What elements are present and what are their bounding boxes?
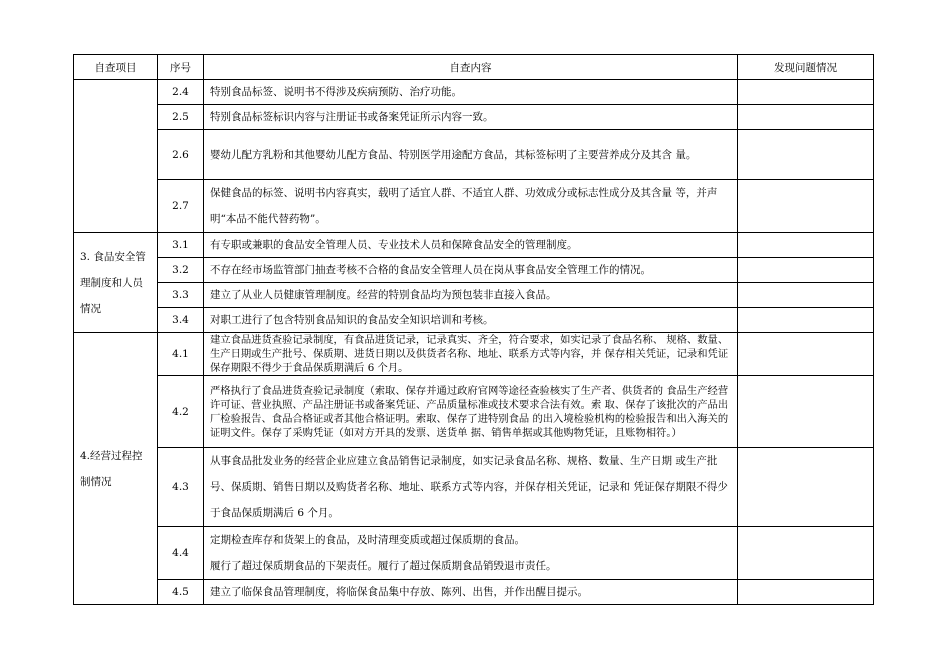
self-inspection-table: [73, 54, 874, 605]
content-cell: [204, 308, 738, 333]
header-seq: 序号: [158, 55, 204, 80]
content-cell: [204, 333, 738, 376]
content-cell: [204, 376, 738, 448]
category-cell: 3. 食品安全管理制度和人员情况: [74, 233, 158, 333]
content-text: 建立了从业人员健康管理制度。经营的特别食品均为预包装非直接入食品。: [210, 289, 557, 301]
seq-cell: 3.3: [158, 283, 204, 308]
content-text: 特别食品标签标识内容与注册证书或备案凭证所示内容一致。: [210, 111, 494, 123]
content-text: 有专职或兼职的食品安全管理人员、专业技术人员和保障食品安全的管理制度。: [210, 239, 578, 251]
seq-cell: 2.4: [158, 80, 204, 105]
content-text: 保健食品的标签、说明书内容真实，载明了适宜人群、不适宜人群、功效成分或标志性成分及其含量 等，并声明“本品不能代替药物”。: [210, 187, 718, 225]
table-body: [74, 80, 874, 605]
issue-cell[interactable]: [738, 580, 874, 605]
seq-cell: 4.5: [158, 580, 204, 605]
issue-cell[interactable]: [738, 333, 874, 376]
category-cell: 4.经营过程控制情况: [74, 333, 158, 605]
content-text: 履行了超过保质期食品的下架责任。履行了超过保质期食品销毁退市责任。: [210, 560, 557, 572]
issue-cell[interactable]: [738, 376, 874, 448]
content-text: 婴幼儿配方乳粉和其他婴幼儿配方食品、特别医学用途配方食品，其标签标明了主要营养成分及其含 量。: [210, 148, 697, 161]
content-text: 严格执行了食品进货查验记录制度（索取、保存并通过政府官网等途径查验核实了生产者、供货者的 食品生产经营许可证、营业执照、产品注册证书或备案凭证、产品质量标准或技术要求合法有效。索 取、保存了该批次的产品出厂检验报告、食品合格证或者其他合格证明。索取、保存了进特别食品 的出入境检验机构的检验报告和出入海关的证明文件。保存了采购凭证（如对方开具的发票、送货单 据、销售单据或其他购物凭证，且账物相符。）: [210, 384, 729, 439]
table-row: [74, 376, 874, 448]
seq-cell: 2.6: [158, 130, 204, 180]
table-row: [74, 105, 874, 130]
table-row: [74, 527, 874, 580]
seq-cell: 3.4: [158, 308, 204, 333]
content-text: 特别食品标签、说明书不得涉及疾病预防、治疗功能。: [210, 86, 462, 98]
issue-cell[interactable]: [738, 258, 874, 283]
header-issues: 发现问题情况: [738, 55, 874, 80]
content-cell: [204, 130, 738, 180]
category-cell: [74, 80, 158, 233]
content-cell: [204, 527, 738, 580]
table-row: [74, 180, 874, 233]
issue-cell[interactable]: [738, 130, 874, 180]
header-row: [74, 55, 874, 80]
issue-cell[interactable]: [738, 448, 874, 527]
content-cell: [204, 580, 738, 605]
issue-cell[interactable]: [738, 233, 874, 258]
seq-cell: 4.3: [158, 448, 204, 527]
issue-cell[interactable]: [738, 283, 874, 308]
content-cell: [204, 283, 738, 308]
content-text: 不存在经市场监管部门抽查考核不合格的食品安全管理人员在岗从事食品安全管理工作的情况。: [210, 264, 651, 276]
content-cell: [204, 233, 738, 258]
table-row: [74, 233, 874, 258]
content-text: 建立食品进货查验记录制度，有食品进货记录，记录真实、齐全，符合要求，如实记录了食品名称、 规格、数量、生产日期或生产批号、保质期、进货日期以及供货者名称、地址、联系方式等内容，并 保存相关凭证，记录和凭证保存期限不得少于食品保质期满后 6 个月。: [210, 334, 729, 374]
content-text: 对职工进行了包含特别食品知识的食品安全知识培训和考核。: [210, 314, 494, 326]
content-cell: [204, 180, 738, 233]
header-category: 自查项目: [74, 55, 158, 80]
content-text: 建立了临保食品管理制度，将临保食品集中存放、陈列、出售，并作出醒目提示。: [210, 586, 588, 598]
table-row: [74, 130, 874, 180]
seq-cell: 3.1: [158, 233, 204, 258]
content-text: 从事食品批发业务的经营企业应建立食品销售记录制度，如实记录食品名称、规格、数量、生产日期 或生产批号、保质期、销售日期以及购货者名称、地址、联系方式等内容，并保存相关凭证，记录和 凭证保存期限不得少于食品保质期满后 6 个月。: [210, 455, 728, 519]
table-row: [74, 580, 874, 605]
seq-cell: 4.4: [158, 527, 204, 580]
content-cell: [204, 448, 738, 527]
issue-cell[interactable]: [738, 80, 874, 105]
issue-cell[interactable]: [738, 308, 874, 333]
header-content: 自查内容: [204, 55, 738, 80]
table-row: [74, 80, 874, 105]
seq-cell: 4.2: [158, 376, 204, 448]
seq-cell: 4.1: [158, 333, 204, 376]
table-row: [74, 308, 874, 333]
table-row: [74, 448, 874, 527]
issue-cell[interactable]: [738, 105, 874, 130]
content-cell: [204, 258, 738, 283]
seq-cell: 2.5: [158, 105, 204, 130]
content-text: 定期检查库存和货架上的食品，及时清理变质或超过保质期的食品。: [210, 534, 525, 546]
content-cell: [204, 80, 738, 105]
issue-cell[interactable]: [738, 180, 874, 233]
seq-cell: 3.2: [158, 258, 204, 283]
content-cell: [204, 105, 738, 130]
seq-cell: 2.7: [158, 180, 204, 233]
issue-cell[interactable]: [738, 527, 874, 580]
table-row: [74, 258, 874, 283]
table-row: [74, 283, 874, 308]
table-row: [74, 333, 874, 376]
